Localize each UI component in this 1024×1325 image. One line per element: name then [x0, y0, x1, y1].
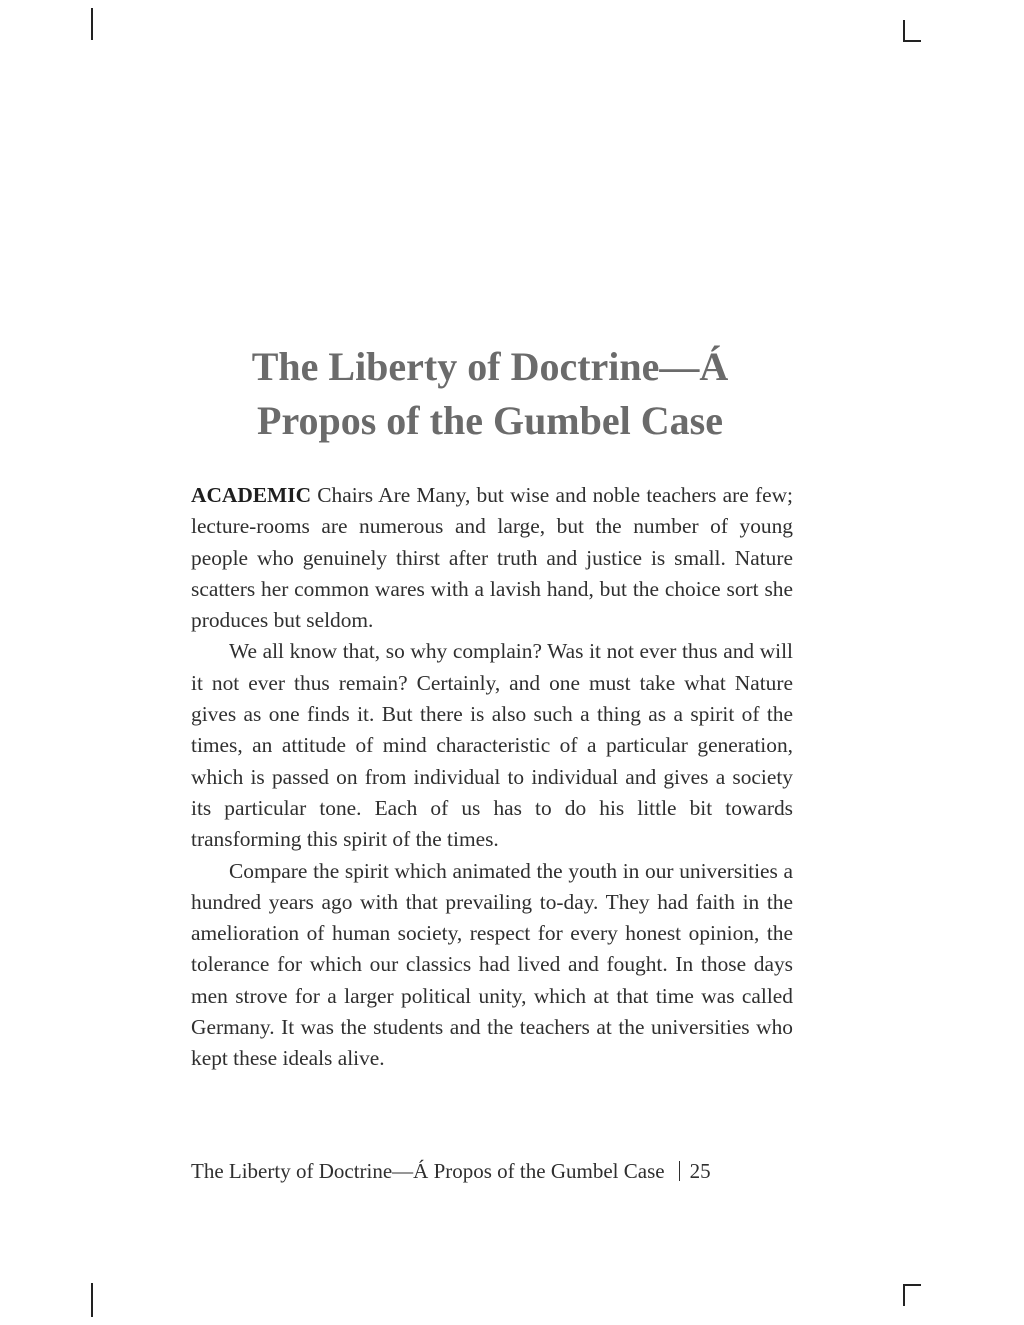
page-number: 25 [689, 1159, 711, 1183]
chapter-title-line-2: Propos of the Gumbel Case [257, 398, 723, 443]
paragraph-2: We all know that, so why complain? Was it not ever thus and will it not ever thus remain? Certainly, and one must take what Nature gives as one finds it. But there is also such a thing as a spirit of the times, an attitude of mind characteristic of a particular generation, which is passed on from individual to individual and gives a society its particular tone. Each of us has to do his little bit towards transforming this spirit of the times. [191, 639, 793, 852]
lead-word: ACADEMIC [191, 483, 312, 507]
chapter-title-line-1: The Liberty of Doctrine—Á [251, 344, 729, 389]
paragraph-1-text: Chairs Are Many, but wise and noble teachers are few; lecture-rooms are numerous and large, but the number of young people who genuinely thirst after truth and justice is small. Nature scatters her common wares with a lavish hand, but the choice sort she produces but seldom. [191, 483, 793, 633]
paragraph-1 [191, 480, 793, 636]
crop-mark-top-right-vertical [903, 20, 905, 42]
crop-mark-bottom-left [91, 1283, 93, 1317]
running-footer [191, 1156, 793, 1186]
crop-mark-top-left [91, 8, 93, 40]
paragraph-3: Compare the spirit which animated the youth in our universities a hundred years ago with that prevailing to-day. They had faith in the amelioration of human society, respect for every honest opinion, the tolerance for which our classics had lived and fought. In those days men strove for a larger political unity, which at that time was called Germany. It was the students and the teachers at the universities who kept these ideals alive. [191, 858, 793, 1071]
crop-mark-bottom-right-horizontal [903, 1284, 921, 1286]
body-text [191, 480, 793, 1075]
footer-separator [679, 1161, 680, 1181]
crop-mark-top-right-horizontal [903, 40, 921, 42]
chapter-title [140, 340, 840, 448]
running-title: The Liberty of Doctrine—Á Propos of the Gumbel Case [191, 1159, 665, 1183]
crop-mark-bottom-right-vertical [903, 1284, 905, 1306]
